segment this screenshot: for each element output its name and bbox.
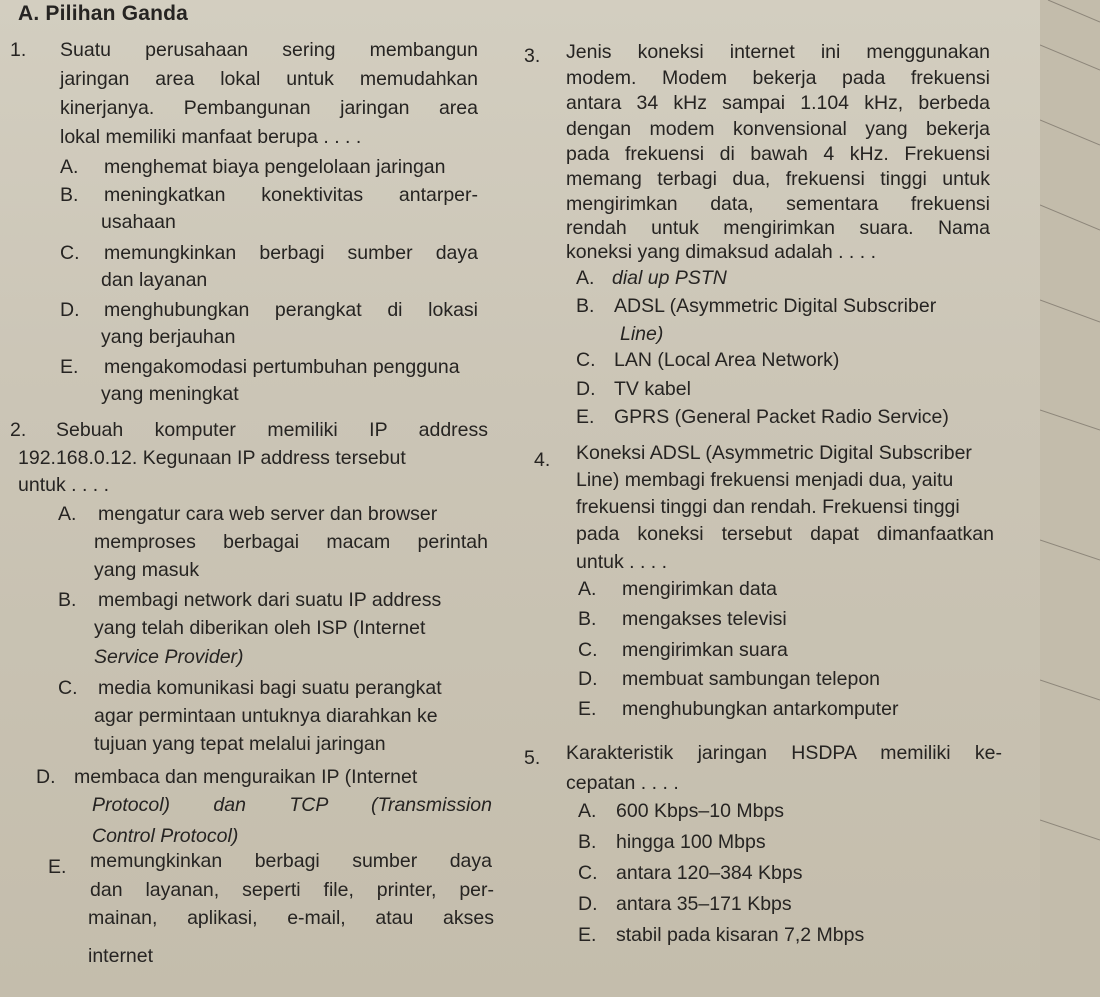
question-stem-line: 192.168.0.12. Kegunaan IP address tersebut	[18, 447, 406, 469]
question-number: 5.	[524, 747, 541, 769]
option-letter: C.	[578, 639, 598, 661]
option-text: GPRS (General Packet Radio Service)	[614, 406, 949, 428]
option-text: membaca dan menguraikan IP (Internet	[74, 766, 418, 788]
option-text: yang telah diberikan oleh ISP (Internet	[94, 617, 426, 639]
question-stem-line: modem. Modem bekerja pada frekuensi	[566, 67, 990, 89]
option-letter: D.	[578, 893, 598, 915]
question-stem-line: rendah untuk mengirimkan suara. Nama	[566, 217, 990, 239]
option-text: Line)	[620, 323, 664, 345]
option-text: memproses berbagai macam perintah	[94, 531, 488, 553]
option-text: yang meningkat	[101, 383, 239, 405]
question-stem-line: koneksi yang dimaksud adalah . . . .	[566, 241, 877, 263]
option-text: dial up PSTN	[612, 267, 727, 289]
option-text: mengakses televisi	[622, 608, 787, 630]
question-number: 2.	[10, 419, 27, 441]
option-text: menghubungkan perangkat di lokasi	[104, 299, 478, 321]
question-stem-line: Jenis koneksi internet ini menggunakan	[566, 41, 990, 63]
option-letter: B.	[578, 608, 597, 630]
option-text: mainan, aplikasi, e-mail, atau akses	[88, 907, 494, 929]
option-letter: D.	[60, 299, 80, 321]
option-text: memungkinkan berbagi sumber daya	[104, 242, 478, 264]
option-text: tujuan yang tepat melalui jaringan	[94, 733, 386, 755]
option-letter: E.	[578, 924, 597, 946]
option-text: mengakomodasi pertumbuhan pengguna	[104, 356, 460, 378]
option-letter: E.	[48, 856, 67, 878]
question-stem-line: kinerjanya. Pembangunan jaringan area	[60, 97, 478, 119]
option-letter: A.	[576, 267, 595, 289]
option-text: mengatur cara web server dan browser	[98, 503, 438, 525]
option-text: dan layanan, seperti file, printer, per-	[90, 879, 494, 901]
option-text: membagi network dari suatu IP address	[98, 589, 442, 611]
option-text: memungkinkan berbagi sumber daya	[90, 850, 492, 872]
option-text: media komunikasi bagi suatu perangkat	[98, 677, 442, 699]
option-text: antara 120–384 Kbps	[616, 862, 803, 884]
option-text: menghemat biaya pengelolaan jaringan	[104, 156, 446, 178]
option-letter: D.	[576, 378, 596, 400]
page-edge-decoration	[1040, 0, 1100, 997]
option-letter: D.	[36, 766, 56, 788]
question-number: 4.	[534, 449, 551, 471]
option-text: menghubungkan antarkomputer	[622, 698, 899, 720]
option-letter: A.	[578, 800, 597, 822]
question-stem-line: frekuensi tinggi dan rendah. Frekuensi tinggi	[576, 496, 960, 518]
question-stem-line: memang terbagi dua, frekuensi tinggi untuk	[566, 168, 990, 190]
question-stem-line: untuk . . . .	[576, 551, 668, 573]
option-text: yang masuk	[94, 559, 200, 581]
question-stem-line: Koneksi ADSL (Asymmetric Digital Subscriber	[576, 442, 972, 464]
option-text: TV kabel	[614, 378, 691, 400]
option-letter: C.	[58, 677, 78, 699]
question-stem-line: lokal memiliki manfaat berupa . . . .	[60, 126, 362, 148]
option-text: stabil pada kisaran 7,2 Mbps	[616, 924, 865, 946]
option-text: ADSL (Asymmetric Digital Subscriber	[614, 295, 937, 317]
option-text: LAN (Local Area Network)	[614, 349, 840, 371]
option-text: 600 Kbps–10 Mbps	[616, 800, 785, 822]
option-text: Service Provider)	[94, 646, 244, 668]
question-stem-line: pada frekuensi di bawah 4 kHz. Frekuensi	[566, 143, 990, 165]
question-stem-line: antara 34 kHz sampai 1.104 kHz, berbeda	[566, 92, 990, 114]
question-stem-line: jaringan area lokal untuk memudahkan	[60, 68, 478, 90]
option-text: mengirimkan data	[622, 578, 777, 600]
question-stem-line: mengirimkan data, sementara frekuensi	[566, 193, 990, 215]
option-letter: B.	[576, 295, 595, 317]
option-text: Protocol) dan TCP (Transmission	[92, 794, 492, 816]
option-letter: B.	[58, 589, 77, 611]
option-letter: E.	[576, 406, 595, 428]
option-letter: C.	[60, 242, 80, 264]
option-text: antara 35–171 Kbps	[616, 893, 792, 915]
option-letter: E.	[578, 698, 597, 720]
question-number: 1.	[10, 39, 27, 61]
question-stem-line: Karakteristik jaringan HSDPA memiliki ke-	[566, 742, 1002, 764]
option-letter: B.	[578, 831, 597, 853]
option-text: dan layanan	[101, 269, 208, 291]
option-text: hingga 100 Mbps	[616, 831, 766, 853]
option-text: meningkatkan konektivitas antarper-	[104, 184, 478, 206]
question-stem-line: Line) membagi frekuensi menjadi dua, yaitu	[576, 469, 954, 491]
option-text: usahaan	[101, 211, 176, 233]
option-letter: B.	[60, 184, 79, 206]
option-letter: C.	[578, 862, 598, 884]
option-letter: E.	[60, 356, 79, 378]
question-stem-line: Suatu perusahaan sering membangun	[60, 39, 478, 61]
option-letter: A.	[60, 156, 79, 178]
option-text: agar permintaan untuknya diarahkan ke	[94, 705, 438, 727]
question-stem-line: pada koneksi tersebut dapat dimanfaatkan	[576, 523, 994, 545]
question-stem-line: cepatan . . . .	[566, 772, 679, 794]
option-letter: A.	[578, 578, 597, 600]
option-letter: A.	[58, 503, 77, 525]
option-text: membuat sambungan telepon	[622, 668, 881, 690]
option-text: internet	[88, 945, 154, 967]
option-text: Control Protocol)	[92, 825, 239, 847]
option-text: yang berjauhan	[101, 326, 236, 348]
option-letter: C.	[576, 349, 596, 371]
question-number: 3.	[524, 45, 541, 67]
section-title: A. Pilihan Ganda	[18, 2, 189, 25]
question-stem-line: dengan modem konvensional yang bekerja	[566, 118, 990, 140]
question-stem-line: Sebuah komputer memiliki IP address	[56, 419, 488, 441]
option-letter: D.	[578, 668, 598, 690]
question-stem-line: untuk . . . .	[18, 474, 110, 496]
option-text: mengirimkan suara	[622, 639, 788, 661]
